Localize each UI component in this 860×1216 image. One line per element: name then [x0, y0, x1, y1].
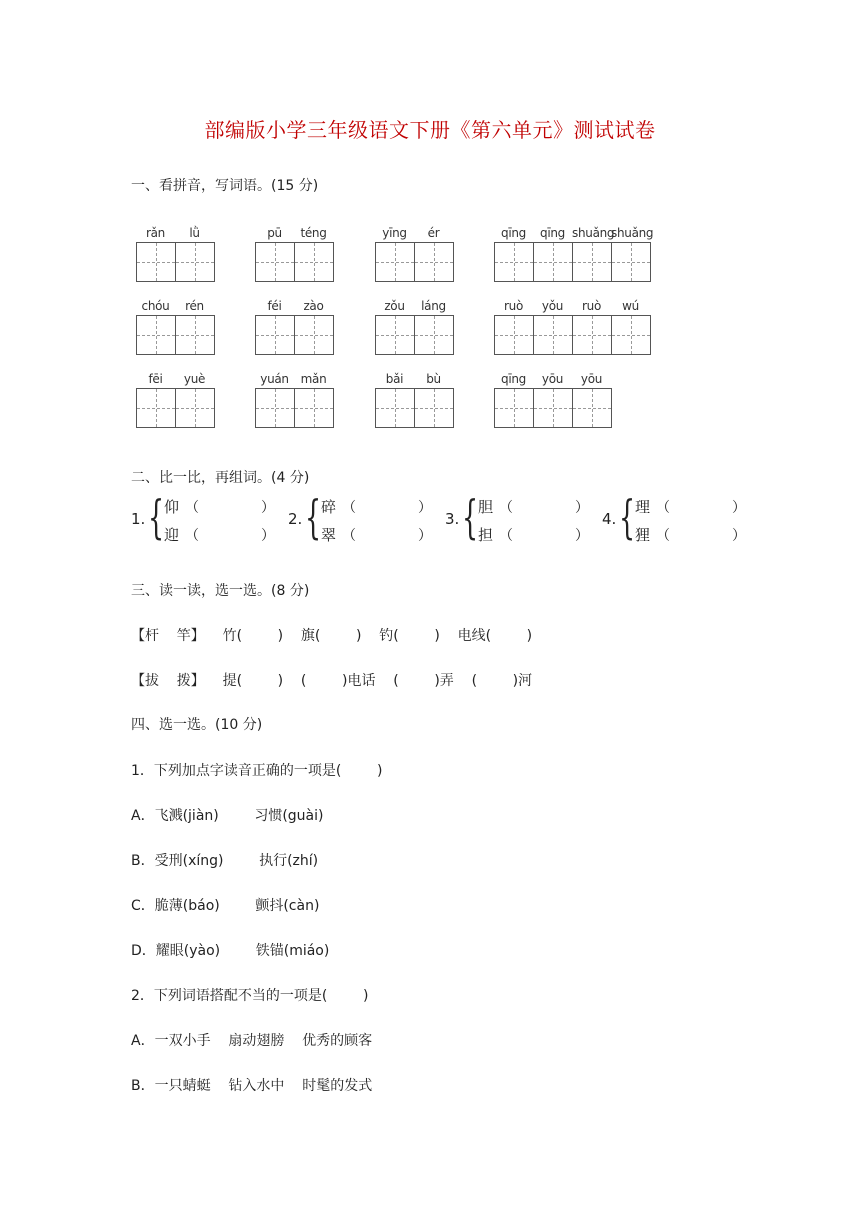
close-paren: ） [261, 500, 275, 516]
q2-option-a: A．一双小手 扇动翅膀 优秀的顾客 [131, 1033, 373, 1049]
writing-cell[interactable] [534, 316, 573, 354]
open-paren: （ [656, 528, 670, 544]
section1-heading: 一、看拼音，写词语。(15 分) [131, 178, 319, 194]
writing-cell[interactable] [176, 243, 214, 281]
pinyin-row [494, 372, 612, 388]
writing-cell[interactable] [612, 243, 650, 281]
pinyin-syllable: rén [185, 299, 204, 313]
character-b: 翠 [321, 526, 337, 544]
pinyin-group [255, 372, 334, 428]
pinyin-syllable: shuǎng [572, 226, 615, 240]
writing-cell[interactable] [534, 389, 573, 427]
pinyin-syllable: wú [622, 299, 639, 313]
open-paren: （ [342, 500, 356, 516]
pinyin-syllable: bù [426, 372, 441, 386]
pinyin-syllable: qīng [501, 226, 526, 240]
writing-cell[interactable] [415, 316, 453, 354]
brace-glyph: { [148, 490, 165, 544]
pinyin-group [136, 299, 215, 355]
writing-cell[interactable] [495, 389, 534, 427]
character-b: 迎 [164, 526, 180, 544]
pinyin-group [494, 226, 654, 282]
pinyin-row [375, 299, 454, 315]
item-number: 4. [602, 510, 617, 528]
section4-heading: 四、选一选。(10 分) [131, 717, 263, 733]
pinyin-row [255, 372, 334, 388]
writing-cell[interactable] [295, 316, 333, 354]
pinyin-syllable: fēi [148, 372, 163, 386]
page-title: 部编版小学三年级语文下册《第六单元》测试试卷 [204, 118, 656, 142]
pinyin-row [255, 226, 334, 242]
writing-cell[interactable] [137, 389, 176, 427]
writing-boxes [136, 388, 215, 428]
pinyin-group [375, 372, 454, 428]
pinyin-row [255, 299, 334, 315]
character-a: 胆 [478, 498, 494, 516]
pinyin-syllable: yǒu [541, 299, 564, 313]
writing-cell[interactable] [612, 316, 650, 354]
close-paren: ） [418, 528, 432, 544]
close-paren: ） [575, 528, 589, 544]
pinyin-syllable: qīng [501, 372, 526, 386]
open-paren: （ [185, 528, 199, 544]
close-paren: ） [732, 500, 746, 516]
pinyin-group [375, 226, 454, 282]
character-b: 担 [478, 526, 494, 544]
q1-option-b: B．受刑(xíng) 执行(zhí) [131, 853, 319, 869]
open-paren: （ [185, 500, 199, 516]
character-a: 仰 [164, 498, 180, 516]
pinyin-row [375, 372, 454, 388]
pinyin-group [494, 372, 612, 428]
character-a: 碎 [321, 498, 337, 516]
pinyin-row [136, 226, 215, 242]
character-a: 理 [635, 498, 651, 516]
pinyin-syllable: yuè [183, 372, 206, 386]
pinyin-group [255, 226, 334, 282]
pinyin-syllable: yōu [541, 372, 564, 386]
pinyin-syllable: ruò [504, 299, 523, 313]
pinyin-group [136, 372, 215, 428]
writing-boxes [375, 315, 454, 355]
pinyin-row [494, 226, 654, 242]
question-2: 2．下列词语搭配不当的一项是( ) [131, 988, 369, 1004]
writing-cell[interactable] [137, 243, 176, 281]
writing-boxes [136, 315, 215, 355]
pinyin-syllable: lǜ [189, 226, 200, 240]
open-paren: （ [342, 528, 356, 544]
writing-boxes [255, 388, 334, 428]
writing-boxes [494, 388, 612, 428]
close-paren: ） [418, 500, 432, 516]
section3-heading: 三、读一读，选一选。(8 分) [131, 583, 310, 599]
pinyin-syllable: ér [427, 226, 440, 240]
brace-glyph: { [619, 490, 636, 544]
writing-cell[interactable] [137, 316, 176, 354]
pinyin-syllable: pū [267, 226, 282, 240]
pinyin-syllable: shuǎng [611, 226, 654, 240]
q2-option-b: B．一只蜻蜓 钻入水中 时髦的发式 [131, 1078, 373, 1094]
pinyin-row [136, 372, 215, 388]
pinyin-group [375, 299, 454, 355]
pinyin-syllable: yīng [382, 226, 407, 240]
section3-line2: 【拔 拨】 提( ) ( )电话 ( )弄 ( )河 [131, 673, 533, 689]
close-paren: ） [575, 500, 589, 516]
pinyin-group [494, 299, 651, 355]
writing-cell[interactable] [295, 389, 333, 427]
writing-cell[interactable] [256, 243, 295, 281]
writing-cell[interactable] [295, 243, 333, 281]
writing-cell[interactable] [573, 316, 612, 354]
pinyin-syllable: yuán [260, 372, 289, 386]
writing-boxes [255, 242, 334, 282]
pinyin-syllable: ruò [582, 299, 601, 313]
pinyin-syllable: yōu [580, 372, 603, 386]
pinyin-syllable: mǎn [300, 372, 327, 386]
pinyin-syllable: zào [303, 299, 324, 313]
pinyin-syllable: féi [267, 299, 282, 313]
writing-boxes [494, 315, 651, 355]
pinyin-syllable: bǎi [385, 372, 404, 386]
open-paren: （ [499, 528, 513, 544]
pinyin-syllable: láng [421, 299, 446, 313]
item-number: 1. [131, 510, 146, 528]
open-paren: （ [499, 500, 513, 516]
q1-option-d: D．耀眼(yào) 铁锚(miáo) [131, 943, 330, 959]
writing-cell[interactable] [415, 389, 453, 427]
pinyin-group [136, 226, 215, 282]
pinyin-row [136, 299, 215, 315]
writing-boxes [255, 315, 334, 355]
close-paren: ） [732, 528, 746, 544]
writing-cell[interactable] [376, 389, 415, 427]
pinyin-row [494, 299, 651, 315]
item-number: 3. [445, 510, 460, 528]
writing-cell[interactable] [534, 243, 573, 281]
pinyin-syllable: téng [300, 226, 327, 240]
writing-boxes [494, 242, 651, 282]
question-1: 1．下列加点字读音正确的一项是( ) [131, 763, 383, 779]
section2-heading: 二、比一比，再组词。(4 分) [131, 470, 310, 486]
pinyin-row [375, 226, 454, 242]
section3-line1: 【杆 竿】 竹( ) 旗( ) 钓( ) 电线( ) [131, 628, 533, 644]
writing-boxes [136, 242, 215, 282]
open-paren: （ [656, 500, 670, 516]
item-number: 2. [288, 510, 303, 528]
brace-glyph: { [305, 490, 322, 544]
pinyin-syllable: rǎn [146, 226, 165, 240]
writing-boxes [375, 388, 454, 428]
writing-cell[interactable] [176, 316, 214, 354]
writing-cell[interactable] [376, 243, 415, 281]
close-paren: ） [261, 528, 275, 544]
pinyin-syllable: zǒu [384, 299, 405, 313]
writing-cell[interactable] [256, 316, 295, 354]
brace-glyph: { [462, 490, 479, 544]
writing-cell[interactable] [495, 243, 534, 281]
q1-option-a: A．飞溅(jiàn) 习惯(guài) [131, 808, 324, 824]
character-b: 狸 [635, 526, 651, 544]
writing-cell[interactable] [495, 316, 534, 354]
writing-cell[interactable] [376, 316, 415, 354]
pinyin-syllable: chóu [141, 299, 170, 313]
writing-cell[interactable] [256, 389, 295, 427]
q1-option-c: C．脆薄(báo) 颤抖(càn) [131, 898, 320, 914]
pinyin-syllable: qīng [540, 226, 565, 240]
writing-cell[interactable] [573, 389, 611, 427]
pinyin-group [255, 299, 334, 355]
writing-boxes [375, 242, 454, 282]
writing-cell[interactable] [573, 243, 612, 281]
writing-cell[interactable] [415, 243, 453, 281]
writing-cell[interactable] [176, 389, 214, 427]
